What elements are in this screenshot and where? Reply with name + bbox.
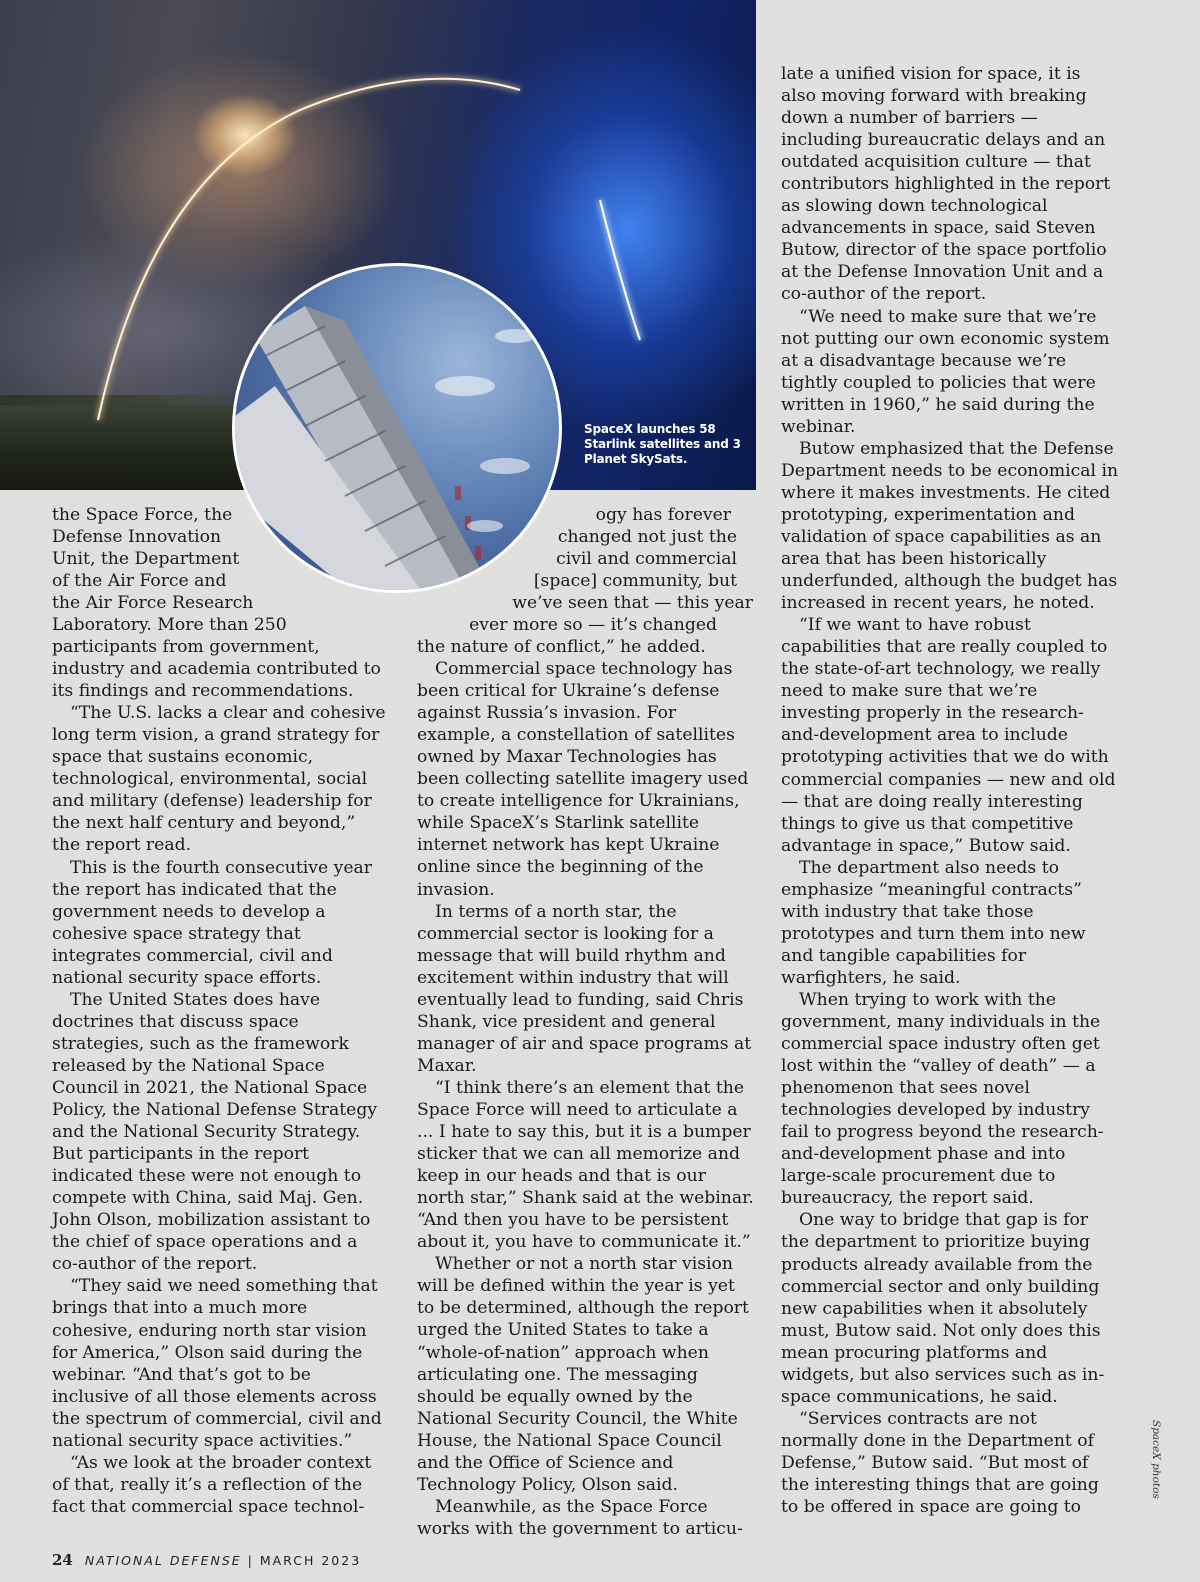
column-2 — [417, 636, 757, 1540]
paragraph: One way to bridge that gap is for the department to prioritize buying products already available from the commercial sector and only building new capabilities when it absolutely must, Butow said. Not only does this mean procuring platforms and widgets, but also services such as in-space communications, he said. — [781, 1210, 1105, 1407]
lead-line: Unit, the Department — [52, 549, 240, 570]
paragraph: In terms of a north star, the commercial sector is looking for a message that will build rhythm and excitement within industry that will eventually lead to funding, said Chris Shank, vice president and general manager of air and space programs at Maxar. — [417, 901, 752, 1076]
paragraph: “The U.S. lacks a clear and cohesive long term vision, a grand strategy for space that sustains economic, technological, environmental, social and military (defense) leadership for the next half century and beyond,” the report read. — [52, 703, 386, 856]
paragraph: Whether or not a north star vision will be defined within the year is yet to be determined, although the report urged the United States to take a “whole-of-nation” approach when articulating one. The messaging should be equally owned by the National Security Council, the White House, the National Space Council and the Office of Science and Technology Policy, Olson said. — [417, 1254, 749, 1495]
paragraph: Laboratory. More than 250 participants from government, industry and academia contributed to its findings and recommendations. — [52, 615, 381, 702]
photo-caption: SpaceX launches 58 Starlink satellites and 3 Planet SkySats. — [584, 422, 741, 466]
paragraph: late a unified vision for space, it is also moving forward with breaking down a number of barriers — including bureaucratic delays and an outdated acquisition culture — that contributors highlighted in the report as slowing down technological advancements in space, said Steven Butow, director of the space portfolio at the Defense Innovation Unit and a co-author of the report. — [781, 64, 1111, 305]
paragraph: “We need to make sure that we’re not putting our own economic system at a disadvantage because we’re tightly coupled to policies that were written in 1960,” he said during the webinar. — [781, 306, 1110, 437]
lead-line: the Space Force, the — [52, 505, 233, 525]
lead-line: [space] community, but — [533, 571, 737, 592]
column-3 — [781, 63, 1119, 1518]
column-1-lead — [52, 504, 252, 614]
publication-name: NATIONAL DEFENSE — [84, 1553, 242, 1568]
column-1 — [52, 614, 388, 1518]
paragraph: “I think there’s an element that the Space Force will need to articulate a ... I hate to say this, but it is a bumper sticker that we can all memorize and keep in our heads and that is our north star,” Shank said at the webinar. “And then you have to be persistent about it, you have to communicate it.” — [417, 1077, 754, 1253]
lead-line: ogy has forever — [595, 505, 731, 525]
paragraph: When trying to work with the government, many individuals in the commercial space industry often get lost within the “valley of death” — a phenomenon that sees novel technologies developed by industry fail to progress beyond the research-and-development phase and into large-scale procurement due to bureaucracy, the report said. — [781, 989, 1104, 1209]
paragraph: Commercial space technology has been critical for Ukraine’s defense against Russia’s invasion. For example, a constellation of satellites owned by Maxar Technologies has been collecting satellite imagery used to create intelligence for Ukrainians, while SpaceX’s Starlink satellite internet network has kept Ukraine online since the beginning of the invasion. — [417, 659, 749, 900]
paragraph: “If we want to have robust capabilities that are really coupled to the state-of-art technology, we really need to make sure that we’re investing properly in the research-and-development area to include prototyping activities that we do with commercial companies — new and old — that are doing really interesting things to give us that competitive advantage in space,” Butow said. — [781, 615, 1116, 856]
photo-credit: SpaceX photos — [1150, 1420, 1162, 1499]
page-number: 24 — [52, 1551, 73, 1569]
lead-line: of the Air Force and — [52, 571, 227, 592]
paragraph: Butow emphasized that the Defense Department needs to be economical in where it makes investments. He cited prototyping, experimentation and validation of space capabilities as an area that has been historically underfunded, although the budget has increased in recent years, he noted. — [781, 438, 1119, 614]
lead-line: ever more so — it’s changed — [469, 615, 717, 636]
paragraph: “As we look at the broader context of that, really it’s a reflection of the fact that commercial space technol- — [52, 1452, 372, 1517]
paragraph: This is the fourth consecutive year the report has indicated that the government needs to develop a cohesive space strategy that integrates commercial, civil and national security space efforts. — [52, 857, 372, 988]
paragraph: “Services contracts are not normally done in the Department of Defense,” Butow said. “But most of the interesting things that are going to be offered in space are going to — [781, 1408, 1099, 1518]
lead-line: the Air Force Research — [52, 593, 254, 614]
paragraph: The department also needs to emphasize “meaningful contracts” with industry that take those prototypes and turn them into new and tangible capabilities for warfighters, he said. — [781, 857, 1086, 988]
footer-separator: | — [247, 1553, 254, 1568]
column-2-lead — [417, 504, 757, 636]
lead-line: Defense Innovation — [52, 527, 222, 548]
paragraph: Meanwhile, as the Space Force works with the government to articu- — [417, 1496, 743, 1539]
lead-line: we’ve seen that — this year — [512, 593, 753, 614]
lead-line: changed not just the — [557, 527, 737, 548]
paragraph: “They said we need something that brings that into a much more cohesive, enduring north star vision for America,” Olson said during the webinar. “And that’s got to be inclusive of all those elements across the spectrum of commercial, civil and national security space activities.” — [52, 1276, 382, 1451]
issue-date: MARCH 2023 — [259, 1553, 362, 1568]
lead-line: civil and commercial — [556, 549, 737, 570]
paragraph: The United States does have doctrines that discuss space strategies, such as the framework released by the National Space Council in 2021, the National Space Policy, the National Defense Strategy and the National Security Strategy. But participants in the report indicated these were not enough to compete with China, said Maj. Gen. John Olson, mobilization assistant to the chief of space operations and a co-author of the report. — [52, 989, 378, 1275]
paragraph: the nature of conflict,” he added. — [417, 637, 706, 657]
page-footer — [52, 1551, 361, 1569]
